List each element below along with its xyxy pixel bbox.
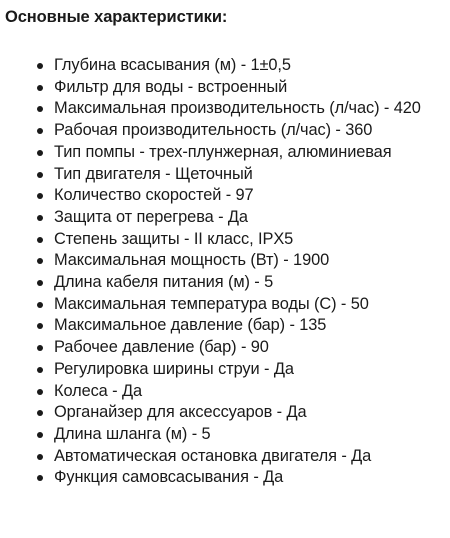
list-item bbox=[5, 337, 444, 359]
bullet-icon bbox=[37, 280, 43, 286]
section-heading: Основные характеристики: bbox=[5, 8, 228, 26]
list-item-text: Рабочее давление (бар) - 90 bbox=[54, 338, 269, 357]
bullet-icon bbox=[37, 475, 43, 481]
spec-list bbox=[5, 55, 444, 489]
bullet-icon bbox=[37, 172, 43, 178]
list-item-text: Автоматическая остановка двигателя - Да bbox=[54, 446, 372, 465]
bullet-icon bbox=[37, 193, 43, 199]
list-item bbox=[5, 142, 444, 164]
bullet-icon bbox=[37, 345, 43, 351]
list-item-text: Длина шланга (м) - 5 bbox=[54, 424, 211, 443]
bullet-icon bbox=[37, 410, 43, 416]
bullet-icon bbox=[37, 128, 43, 134]
bullet-icon bbox=[37, 454, 43, 460]
list-item-text: Колеса - Да bbox=[54, 381, 142, 400]
list-item bbox=[5, 250, 444, 272]
list-item-text: Количество скоростей - 97 bbox=[54, 186, 254, 205]
list-item bbox=[5, 315, 444, 337]
list-item-text: Тип помпы - трех-плунжерная, алюминиевая bbox=[54, 142, 392, 161]
list-item bbox=[5, 207, 444, 229]
list-item bbox=[5, 77, 444, 99]
list-item-text: Степень защиты - II класс, IPX5 bbox=[54, 229, 294, 248]
bullet-icon bbox=[37, 85, 43, 91]
bullet-icon bbox=[37, 237, 43, 243]
bullet-icon bbox=[37, 432, 43, 438]
bullet-icon bbox=[37, 258, 43, 264]
bullet-icon bbox=[37, 106, 43, 112]
list-item bbox=[5, 402, 444, 424]
list-item-text: Максимальная производительность (л/час) - 420 bbox=[54, 99, 421, 118]
list-item-text: Максимальная температура воды (С) - 50 bbox=[54, 294, 369, 313]
list-item-text: Функция самовсасывания - Да bbox=[54, 468, 284, 487]
list-item-text: Тип двигателя - Щеточный bbox=[54, 164, 253, 183]
list-item-text: Максимальное давление (бар) - 135 bbox=[54, 316, 327, 335]
list-item bbox=[5, 446, 444, 468]
list-item bbox=[5, 272, 444, 294]
bullet-icon bbox=[37, 323, 43, 329]
list-item bbox=[5, 294, 444, 316]
list-item-text: Глубина всасывания (м) - 1±0,5 bbox=[54, 56, 291, 74]
list-item bbox=[5, 467, 444, 489]
list-item bbox=[5, 359, 444, 381]
list-item bbox=[5, 98, 444, 120]
bullet-icon bbox=[37, 367, 43, 373]
list-item-text: Длина кабеля питания (м) - 5 bbox=[54, 273, 274, 292]
list-item bbox=[5, 164, 444, 186]
list-item bbox=[5, 120, 444, 142]
list-item bbox=[5, 185, 444, 207]
list-item-text: Регулировка ширины струи - Да bbox=[54, 359, 294, 378]
list-item-text: Фильтр для воды - встроенный bbox=[54, 77, 288, 96]
list-item bbox=[5, 55, 444, 77]
list-item-text: Максимальная мощность (Вт) - 1900 bbox=[54, 251, 330, 270]
list-item-text: Рабочая производительность (л/час) - 360 bbox=[54, 121, 373, 140]
list-item-text: Органайзер для аксессуаров - Да bbox=[54, 403, 307, 422]
list-item bbox=[5, 229, 444, 251]
bullet-icon bbox=[37, 63, 43, 69]
bullet-icon bbox=[37, 389, 43, 395]
list-item bbox=[5, 424, 444, 446]
bullet-icon bbox=[37, 302, 43, 308]
bullet-icon bbox=[37, 215, 43, 221]
bullet-icon bbox=[37, 150, 43, 156]
list-item-text: Защита от перегрева - Да bbox=[54, 207, 248, 226]
list-item bbox=[5, 381, 444, 403]
